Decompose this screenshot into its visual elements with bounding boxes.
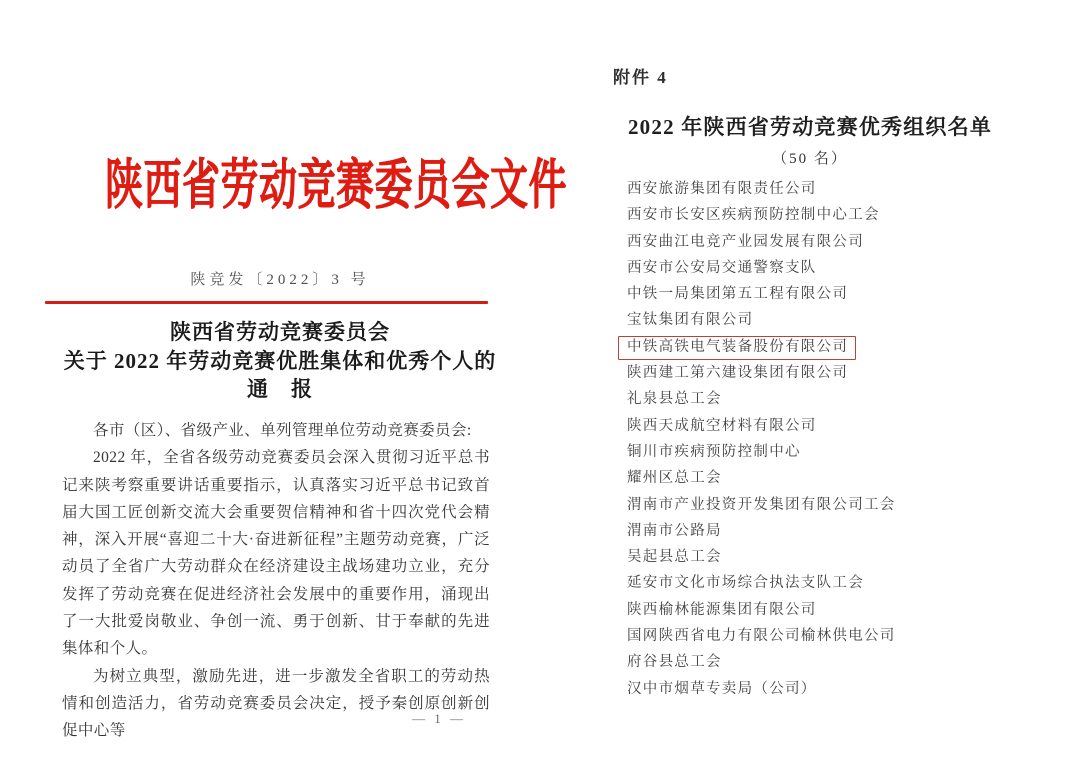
org-name: 宝钛集团有限公司 xyxy=(627,312,754,329)
org-name: 吴起县总工会 xyxy=(627,549,722,566)
org-name: 陕西建工第六建设集团有限公司 xyxy=(627,365,849,382)
notice-title xyxy=(30,318,530,404)
salutation: 各市（区）、省级产业、单列管理单位劳动竞赛委员会: xyxy=(93,422,472,439)
org-name: 国网陕西省电力有限公司榆林供电公司 xyxy=(627,628,896,645)
org-name: 陕西天成航空材料有限公司 xyxy=(627,417,817,434)
red-divider-line xyxy=(45,301,488,304)
list-item xyxy=(627,649,896,675)
list-item xyxy=(627,255,896,281)
notice-title-line2: 关于 2022 年劳动竞赛优胜集体和优秀个人的 xyxy=(63,348,497,373)
list-item-highlighted xyxy=(627,334,896,360)
list-item xyxy=(627,570,896,596)
highlight-box: 中铁高铁电气装备股份有限公司 xyxy=(618,336,856,360)
org-name: 府谷县总工会 xyxy=(627,654,722,671)
list-item xyxy=(627,229,896,255)
attachment-label: 附件 4 xyxy=(613,68,668,87)
list-item xyxy=(627,518,896,544)
organization-list xyxy=(627,176,896,702)
document-number: 陕竞发〔2022〕3 号 xyxy=(190,272,370,288)
org-name: 西安旅游集团有限责任公司 xyxy=(627,181,817,197)
notice-title-line1: 陕西省劳动竞赛委员会 xyxy=(170,320,390,344)
list-item xyxy=(627,202,896,228)
list-item xyxy=(627,439,896,465)
org-name: 西安市公安局交通警察支队 xyxy=(627,259,817,276)
list-item xyxy=(627,492,896,518)
org-name: 汉中市烟草专卖局（公司） xyxy=(627,680,817,697)
page-left-notice xyxy=(30,0,567,764)
list-item xyxy=(627,176,896,202)
page-right-attachment xyxy=(570,0,1050,764)
list-item xyxy=(627,623,896,649)
list-title: 2022 年陕西省劳动竞赛优秀组织名单 xyxy=(627,115,993,139)
org-name: 陕西榆林能源集团有限公司 xyxy=(627,601,817,618)
page-number: — 1 — xyxy=(412,711,466,726)
org-name: 延安市文化市场综合执法支队工会 xyxy=(627,575,864,592)
notice-title-line3: 通 报 xyxy=(247,377,313,401)
list-subtitle: （50 名） xyxy=(772,151,848,167)
list-item xyxy=(627,281,896,307)
org-name: 西安市长安区疾病预防控制中心工会 xyxy=(627,207,880,224)
list-item xyxy=(627,386,896,412)
org-name: 铜川市疾病预防控制中心 xyxy=(627,443,801,460)
org-name: 西安曲江电竞产业园发展有限公司 xyxy=(627,233,864,250)
org-name: 耀州区总工会 xyxy=(627,470,722,487)
org-name: 渭南市公路局 xyxy=(627,522,722,539)
list-item xyxy=(627,307,896,333)
list-item xyxy=(627,597,896,623)
body-paragraph: 为树立典型，激励先进，进一步激发全省职工的劳动热情和创造活力，省劳动竞赛委员会决定，授予秦创原创新创促中心等 xyxy=(62,667,490,740)
list-item xyxy=(627,465,896,491)
org-name: 中铁一局集团第五工程有限公司 xyxy=(627,286,849,303)
list-item xyxy=(627,360,896,386)
list-item xyxy=(627,544,896,570)
body-paragraph: 2022 年，全省各级劳动竞赛委员会深入贯彻习近平总书记来陕考察重要讲话重要指示，认真落实习近平总书记致首届大国工匠创新交流大会重要贺信精神和省十四次党代会精神，深入开展“喜迎二十大·奋进新征程”主题劳动竞赛，广泛动员了全省广大劳动群众在经济建设主战场建功立业，充分发挥了劳动竞赛在促进经济社会发展中的重要作用，涌现出了一大批爱岗敬业、争创一流、勇于创新、甘于奉献的先进集体和个人。 xyxy=(62,449,490,658)
org-name: 渭南市产业投资开发集团有限公司工会 xyxy=(627,496,896,513)
notice-body xyxy=(62,417,490,745)
letterhead-title: 陕西省劳动竞赛委员会文件 xyxy=(105,155,567,215)
list-item xyxy=(627,413,896,439)
org-name: 礼泉县总工会 xyxy=(627,391,722,408)
list-item xyxy=(627,676,896,702)
